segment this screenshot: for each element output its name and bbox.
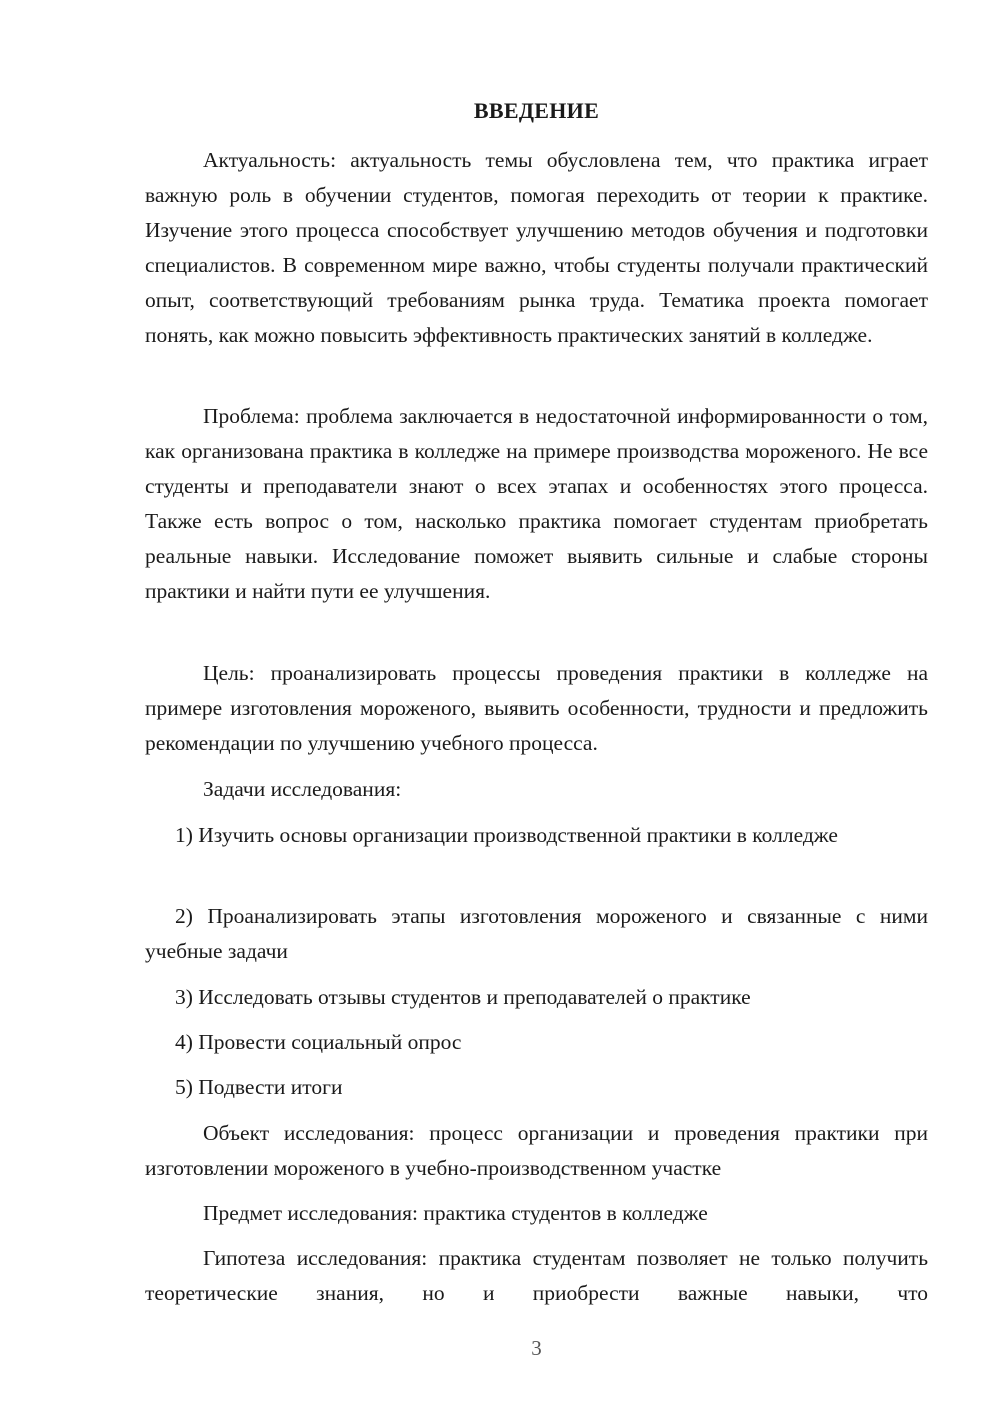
document-page — [145, 0, 928, 1414]
task-item-1: 1) Изучить основы организации производственной практики в колледже — [175, 823, 838, 847]
hypothesis-paragraph: Гипотеза исследования: практика студентам позволяет не только получить теоретические знания, но и приобрести важные навыки, что — [145, 1246, 928, 1305]
task-item-2: 2) Проанализировать этапы изготовления мороженого и связанные с ними учебные задачи — [145, 904, 928, 963]
problem-paragraph: Проблема: проблема заключается в недостаточной информированности о том, как организована практика в колледже на примере производства мороженого. Не все студенты и преподаватели знают о всех этапах и особенностях этого процесса. Также есть вопрос о том, насколько практика помогает студентам приобретать реальные навыки. Исследование поможет выявить сильные и слабые стороны практики и найти пути ее улучшения. — [145, 404, 928, 603]
page-number: 3 — [531, 1336, 542, 1360]
goal-paragraph: Цель: проанализировать процессы проведения практики в колледже на примере изготовления мороженого, выявить особенности, трудности и предложить рекомендации по улучшению учебного процесса. — [145, 661, 928, 755]
tasks-heading: Задачи исследования: — [203, 777, 402, 801]
relevance-paragraph: Актуальность: актуальность темы обусловлена тем, что практика играет важную роль в обучении студентов, помогая переходить от теории к практике. Изучение этого процесса способствует улучшению методов обучения и подготовки специалистов. В современном мире важно, чтобы студенты получали практический опыт, соответствующий требованиям рынка труда. Тематика проекта помогает понять, как можно повысить эффективность практических занятий в колледже. — [145, 148, 928, 347]
section-title: ВВЕДЕНИЕ — [473, 98, 600, 123]
subject-paragraph: Предмет исследования: практика студентов в колледже — [203, 1201, 708, 1225]
task-item-5: 5) Подвести итоги — [175, 1075, 343, 1099]
task-item-3: 3) Исследовать отзывы студентов и преподавателей о практике — [175, 985, 751, 1009]
object-paragraph: Объект исследования: процесс организации и проведения практики при изготовлении мороженого в учебно-производственном участке — [145, 1121, 928, 1180]
task-item-4: 4) Провести социальный опрос — [175, 1030, 462, 1054]
